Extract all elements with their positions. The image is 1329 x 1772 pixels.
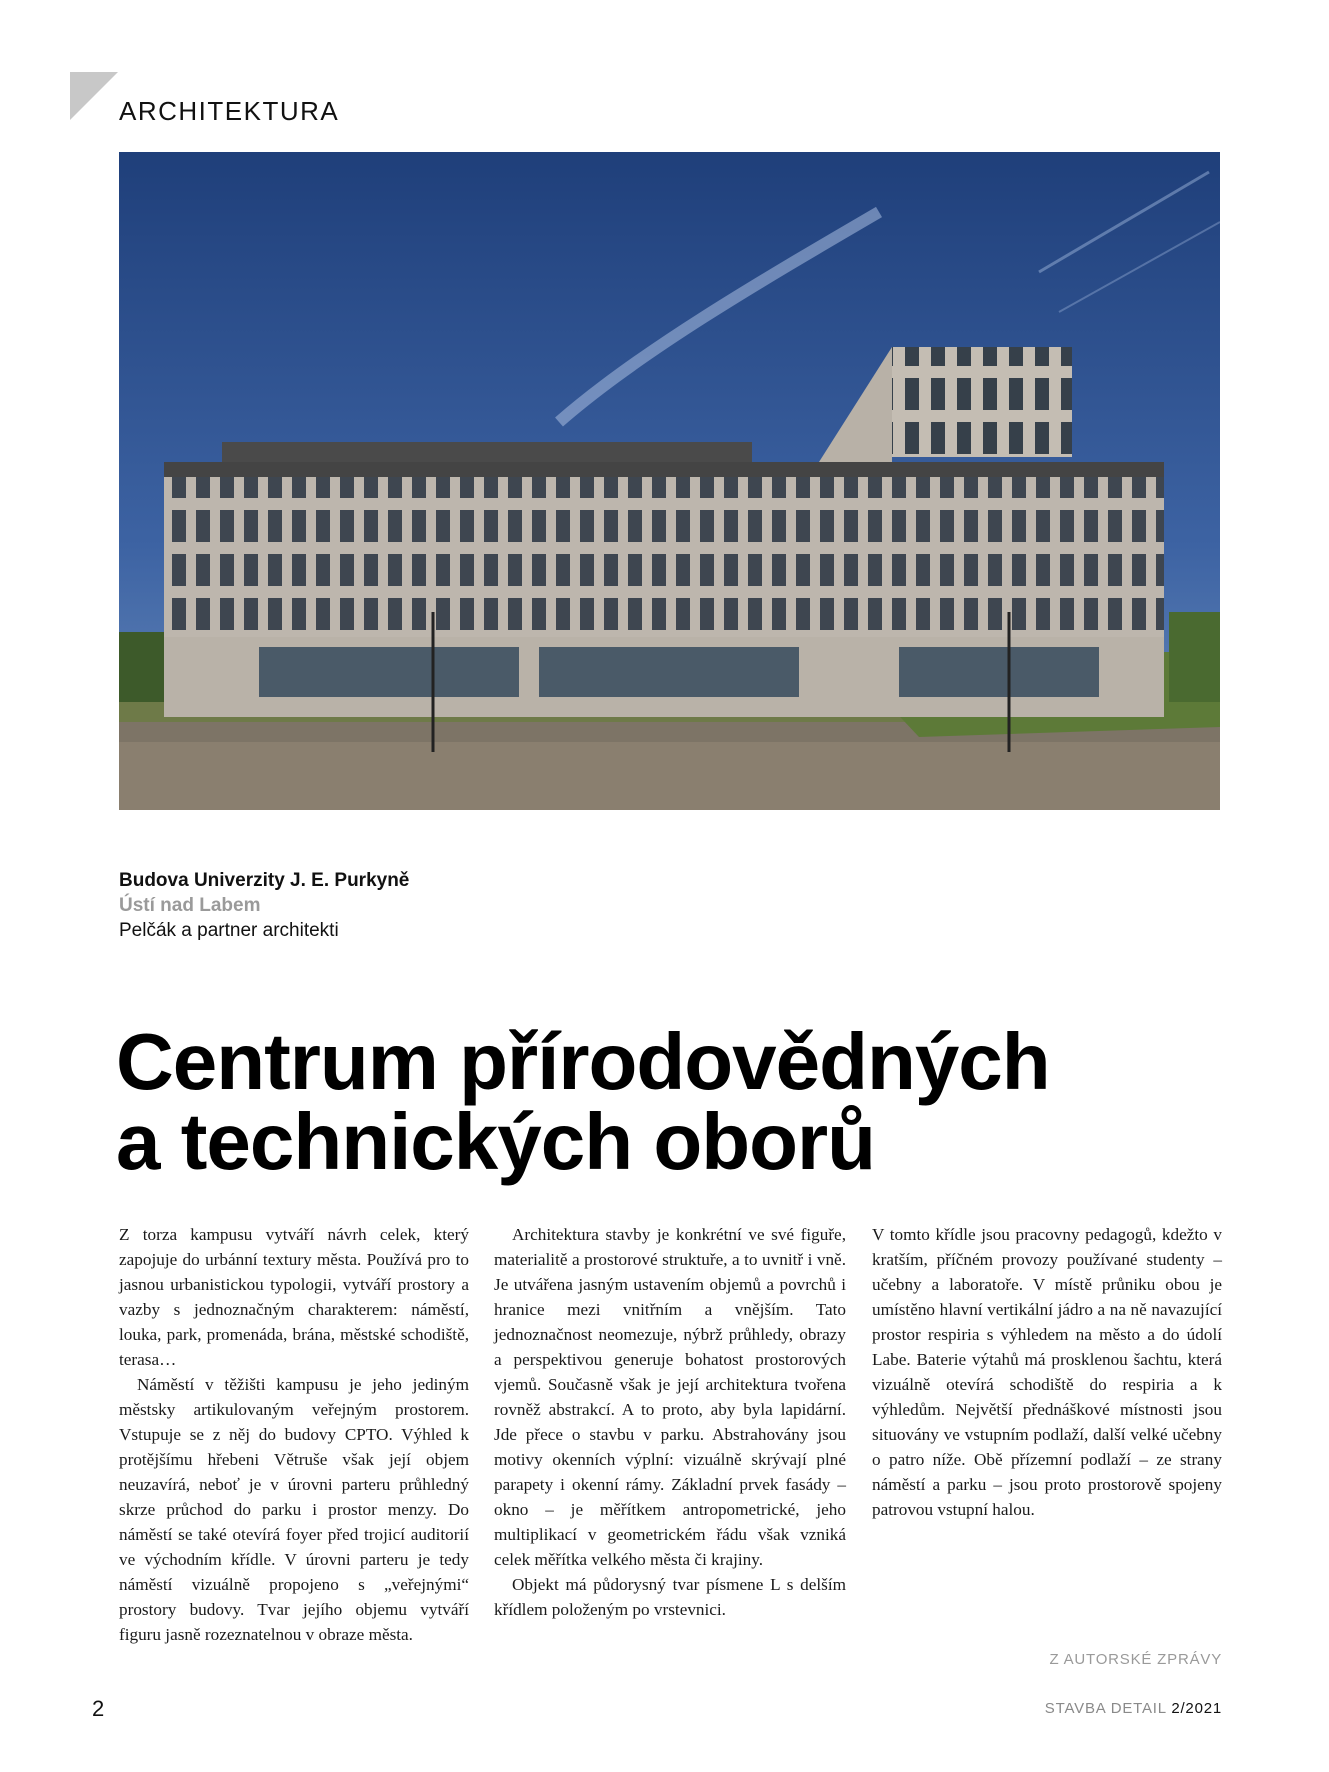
paragraph: Z torza kampusu vytváří návrh celek, který zapojuje do urbánní textury města. Používá pro to jasnou urbanistickou typologii, vytváří prostory a vazby s jednoznačným charakterem: náměstí, louka, park, promenáda, brána, městské schodiště, terasa… [119, 1225, 469, 1369]
title-line-1: Centrum přírodovědných [116, 1017, 1050, 1106]
magazine-name: STAVBA DETAIL [1044, 1700, 1167, 1717]
building-location: Ústí nad Labem [119, 895, 261, 916]
building-photo [119, 152, 1220, 810]
architects-name: Pelčák a partner architekti [119, 920, 339, 941]
article-title [116, 1017, 1266, 1186]
paragraph: Objekt má půdorysný tvar písmene L s delším křídlem položeným po vrstevnici. [494, 1575, 846, 1619]
paragraph: Náměstí v těžišti kampusu je jeho jediným městsky artikulovaným veřejným prostorem. Vstupuje se z něj do budovy CPTO. Výhled k protějšímu hřebeni Větruše však její objem neuzavírá, neboť je v úrovni parteru průhledný skrze průchod do parku i prostor menzy. Do náměstí se také otevírá foyer před trojicí auditorií ve východním křídle. V úrovni parteru je tedy náměstí vizuálně propojeno s „veřejnými“ prostory budovy. Tvar jejího objemu vytváří figuru jasně rozeznatelnou v obraze města. [119, 1375, 469, 1644]
body-column-1 [119, 1222, 469, 1647]
section-label: ARCHITEKTURA [119, 96, 340, 126]
paragraph: V tomto křídle jsou pracovny pedagogů, kdežto v kratším, příčném provozy používané studenty – učebny a laboratoře. V místě průniku obou je umístěno hlavní vertikální jádro a na ně navazující prostor respiria s výhledem na město a do údolí Labe. Baterie výtahů má prosklenou šachtu, která vizuálně otevírá schodiště do respiria a k výhledům. Největší přednáškové místnosti jsou situovány ve vstupním podlaží, další velké učebny o patro níže. Obě přízemní podlaží – ze strany náměstí a parku – jsou proto prostorově spojeny patrovou vstupní halou. [872, 1225, 1222, 1519]
paragraph: Architektura stavby je konkrétní ve své figuře, materialitě a prostorové struktuře, a to uvnitř i vně. Je utvářena jasným ustavením objemů a povrchů i hranice mezi vnitřním a vnějším. Tato jednoznačnost neomezuje, nýbrž průhledy, obrazy a perspektivou generuje bohatost prostorových vjemů. Současně však je její architektura tvořena rovněž abstrakcí. A to proto, aby byla lapidární. Jde přece o stavbu v parku. Abstrahovány jsou motivy okenních výplní: vizuálně skrývají plné parapety i okenní rámy. Základní prvek fasády – okno – je měřítkem antropometrické, jeho multiplikací v geometrickém řádu však vzniká celek měřítka velkého města či krajiny. [494, 1225, 846, 1569]
corner-triangle-decoration [70, 72, 118, 120]
title-line-2: a technických oborů [116, 1097, 875, 1186]
body-column-3 [872, 1222, 1222, 1522]
page-number: 2 [92, 1696, 105, 1721]
photo-caption [119, 868, 409, 943]
magazine-footer [1045, 1700, 1222, 1717]
issue-number: 2/2021 [1171, 1700, 1222, 1717]
body-column-2 [494, 1222, 846, 1622]
source-note: Z AUTORSKÉ ZPRÁVY [1049, 1651, 1222, 1668]
building-name: Budova Univerzity J. E. Purkyně [119, 870, 410, 891]
